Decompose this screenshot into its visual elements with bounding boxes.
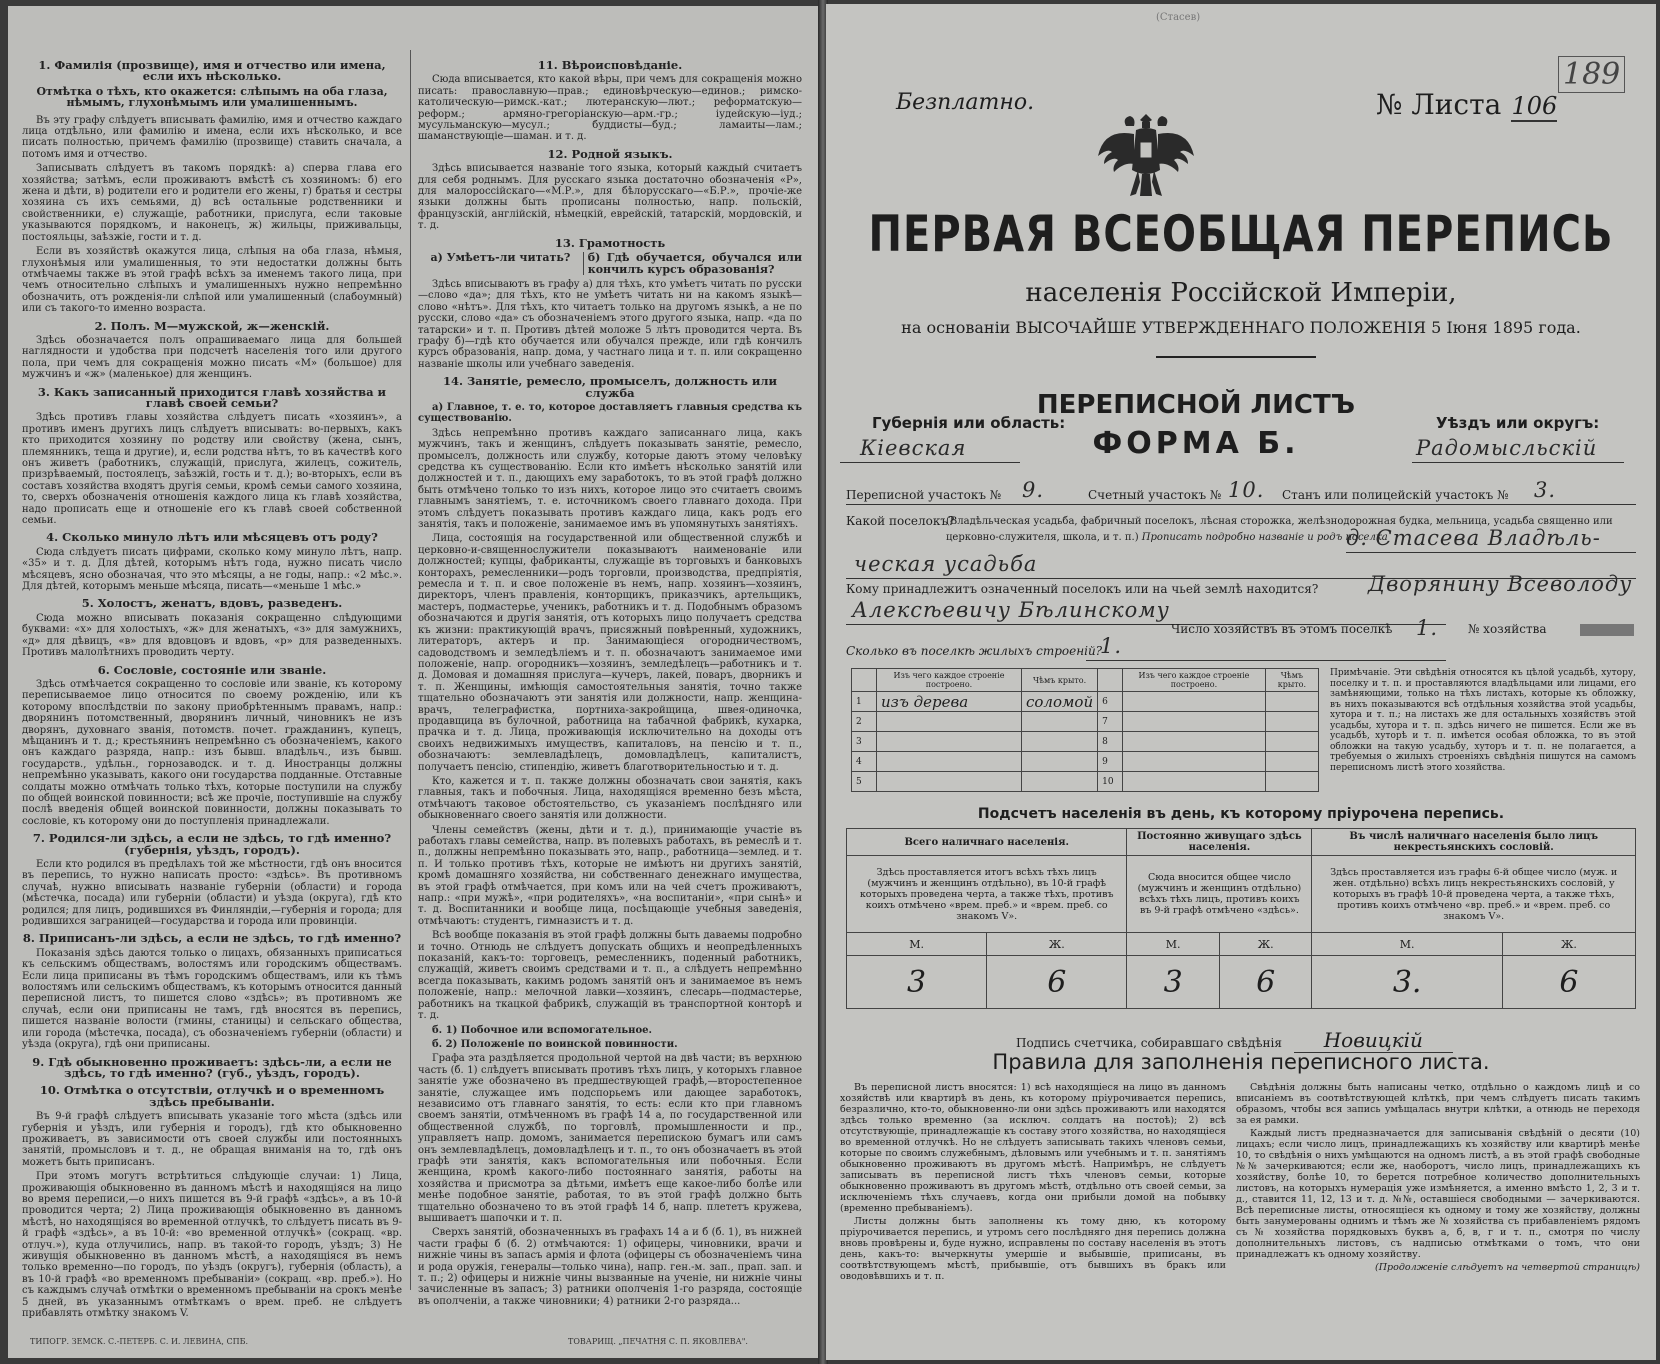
rules-right-column <box>1236 1082 1640 1275</box>
free-label: Безплатно. <box>896 90 1035 115</box>
poselok-value-2: ческая усадьба <box>854 552 1038 576</box>
nonpeasant-male: 3. <box>1312 956 1502 1009</box>
bldg-what <box>877 772 1022 792</box>
column-divider <box>410 50 411 1290</box>
stan-value: 3. <box>1534 478 1557 502</box>
uezd-value: Радомысльскій <box>1416 436 1598 460</box>
form-title <box>1036 390 1356 461</box>
section-heading: 7. Родился-ли здѣсь, а если не здѣсь, то гдѣ именно? (губернія, уѣздъ, городъ). <box>32 831 392 857</box>
bldg-head-what-2: Изъ чего каждое строеніе построено. <box>1123 669 1266 692</box>
instructions-column-2 <box>418 54 802 1307</box>
poselok-line-1 <box>1346 552 1636 553</box>
section-heading: 1. Фамилія (прозвище), имя и отчество или имена, если ихъ нѣсколько. <box>38 58 386 84</box>
m-label: М. <box>1127 933 1220 956</box>
sheet-number-pencil: 189 <box>1558 56 1625 93</box>
bldg-n: 10 <box>1098 772 1123 792</box>
count-title: Подсчетъ населенія въ день, къ которому пріурочена перепись. <box>977 806 1505 822</box>
poselok-label: Какой поселокъ? <box>846 514 955 528</box>
poselok-value: д. Стасева Владѣль- <box>1346 526 1601 550</box>
instruction-paragraph: Здѣсь непремѣнно противъ каждаго записаннаго лица, какъ мужчинъ, такъ и женщинъ, слѣдуетъ показывать занятіе, ремесло, промыселъ, должность или службу, которые даютъ этому человѣку средства къ существованію. Если кто имѣетъ нѣсколько занятій или должностей и т. п., дающихъ ему заработокъ, то въ этой графѣ должно быть отмѣчено только то изъ нихъ, которое лицо это считаетъ своимъ главнымъ занятіемъ, т. е. источникомъ своего главнаго дохода. При этомъ слѣдуетъ показывать противъ каждаго лица, какъ родъ его занятія, такъ и положеніе, занимаемое имъ въ упомянутыхъ занятіяхъ. <box>418 427 802 531</box>
bldg-roof <box>1265 712 1318 732</box>
bldg-what <box>1123 752 1266 772</box>
count-desc-2: Сюда вносится общее число (мужчинъ и женщинъ отдѣльно) всѣхъ тѣхъ лицъ, противъ коихъ въ 9-й графѣ отмѣчено «здѣсь». <box>1127 856 1312 933</box>
f-label: Ж. <box>1502 933 1635 956</box>
bldg-roof: соломой <box>1021 692 1097 712</box>
bldg-roof <box>1265 772 1318 792</box>
bldg-what: изъ дерева <box>877 692 1022 712</box>
population-count-table <box>846 828 1636 1009</box>
form-title-line-2: ФОРМА Б. <box>1092 426 1300 461</box>
uchastok-line <box>846 504 1636 505</box>
literacy-subheadings <box>418 252 802 275</box>
section-heading: 13. Грамотность <box>554 235 666 250</box>
table-row <box>852 752 1319 772</box>
instruction-paragraph: Показанія здѣсь даются только о лицахъ, обязанныхъ приписаться къ сельскимъ обществамъ, волостямъ или городскимъ обществамъ. Если лица приписаны въ тѣмъ городскимъ обществамъ, или къ тѣмъ волостямъ или сельскимъ обществамъ, къ которымъ относится данный переписной листъ, то пишется слово «здѣсь»; въ противномъ же случаѣ, если они приписаны не тамъ, гдѣ вносятся въ перепись, пишется названіе волости (гмины, станицы) и сельскаго общества, или города (мѣстечка, посада), съ обозначеніемъ губерніи (области) и уѣзда (округа), гдѣ они приписаны. <box>22 947 402 1051</box>
section-subheading: а) Главное, т. е. то, которое доставляетъ главныя средства къ существованію. <box>418 401 802 425</box>
printer-imprint-right: ТОВАРИЩ. „ПЕЧАТНЯ С. П. ЯКОВЛЕВА". <box>568 1337 748 1346</box>
archive-stamp: (Стасев) <box>1156 12 1201 23</box>
literacy-b: б) Гдѣ обучается, обучался или кончилъ курсъ образованія? <box>583 252 802 275</box>
instruction-paragraph: Всѣ вообще показанія въ этой графѣ должны быть даваемы подробно и точно. Отнюдь не слѣдуетъ допускать общихъ и неопредѣленныхъ показаній, какъ-то: торговецъ, ремесленникъ, поденный работникъ, служащій, живетъ своимъ средствами и т. п., а слѣдуетъ непремѣнно всегда показывать, какимъ родомъ занятій онъ и занимаемое въ немъ положеніе, напр.: мелочной лавки—хозяинъ, слесарь—подмастерье, работникъ на ткацкой фабрикѣ, служащій въ транспортной конторѣ и т. д. <box>418 930 802 1022</box>
section-subheading: б. 2) Положеніе по воинской повинности. <box>432 1038 678 1050</box>
sign-value: Новицкій <box>1294 1028 1453 1053</box>
gubernia-value: Кіевская <box>860 436 967 460</box>
present-female: 6 <box>987 956 1127 1009</box>
rules-left-para: Листы должны быть заполнены къ тому дню, къ которому пріурочивается перепись, и утромъ сего послѣдняго дня перепись должна вновь провѣрены и, буде нужно, исправлены по составу населенія въ этотъ день, какъ-то: вычеркнуты умершіе и выбывшіе, приписаны, въ соотвѣтствующемъ мѣстѣ, прибывшіе, отъ бывшихъ въ бракъ или оводовѣвшихъ и т. п. <box>840 1216 1226 1282</box>
sheet-number <box>1376 84 1557 122</box>
bldg-n: 7 <box>1098 712 1123 732</box>
left-page <box>8 6 820 1358</box>
section-heading: 12. Родной языкъ. <box>547 146 673 161</box>
right-page <box>826 4 1656 1360</box>
hozyaystvo-label: № хозяйства <box>1468 622 1547 636</box>
section-note: Отмѣтка о тѣхъ, кто окажется: слѣпымъ на оба глаза, нѣмымъ, глухонѣмымъ или умалишеннымъ. <box>36 84 388 110</box>
owner-label: Кому принадлежитъ означенный поселокъ или на чьей землѣ находится? <box>846 582 1319 596</box>
bldg-what <box>877 712 1022 732</box>
bldg-n: 9 <box>1098 752 1123 772</box>
bldg-n: 6 <box>1098 692 1123 712</box>
rules-left-column <box>840 1082 1226 1284</box>
uezd-label: Уѣздъ или округъ: <box>1436 414 1600 432</box>
count-head-3: Въ числѣ наличнаго населенія было лицъ некрестьянскихъ сословій. <box>1312 829 1636 856</box>
bldg-head-roof-1: Чѣмъ крыто. <box>1021 669 1097 692</box>
bldg-n: 1 <box>852 692 877 712</box>
f-label: Ж. <box>987 933 1127 956</box>
poselok-hint-2: Прописать подробно названіе и родъ поселка <box>1141 532 1388 543</box>
owner-value: Дворянину Всеволоду <box>1368 572 1633 596</box>
m-label: М. <box>1312 933 1502 956</box>
instruction-paragraph: Записывать слѣдуетъ въ такомъ порядкѣ: а) сперва глава его хозяйства; затѣмъ, если проживаютъ вмѣстѣ съ хозяиномъ: б) его жена и дѣти, в) родители его и родители его жены, г) братья и сестры хозяина съ ихъ семьями, д) всѣ остальные родственники и свойственники, е) служащіе, работники, прислуга, если таковые указываются порядкомъ, и наконецъ, ж) жильцы, приживальцы, постояльцы, заѣзжіе, гости и т. д. <box>22 163 402 243</box>
resident-female: 6 <box>1219 956 1312 1009</box>
table-row <box>852 712 1319 732</box>
instruction-paragraph: Сюда вписывается, кто какой вѣры, при чемъ для сокращенія можно писать: православную—прав.; единовѣрческую—единов.; римско-католическую—римск.-кат.; лютеранскую—лют.; реформатскую—реформ.; армяно-грегоріанскую—арм.-гр.; іудейскую—іуд.; мусульманскую—мусул.; буддисты—буд.; ламаиты—лам.; шаманствующіе—шаман. и т. д. <box>418 74 802 143</box>
title-rule <box>1156 356 1316 358</box>
literacy-a: а) Умѣетъ-ли читать? <box>430 251 571 265</box>
buildings-line <box>1086 660 1446 661</box>
bldg-n: 2 <box>852 712 877 732</box>
instruction-paragraph: Лица, состоящія на государственной или общественной службѣ и церковно-и-священнослужители показываютъ наименованіе или должностей; купцы, фабриканты, служащіе въ торговыхъ и банковыхъ конторахъ, ремесленники—родъ торговли, производства, предпріятія, ремесла и т. п. и свое положеніе въ немъ, напр. хозяинъ—хозяинъ, директоръ, членъ правленія, конторщикъ, приказчикъ, артельщикъ, мастеръ, подмастерье, ученикъ, работникъ и т. д. Подобнымъ образомъ обозначаются и другія занятія, отъ которыхъ лицо получаетъ средства къ жизни: практикующій врачъ, присяжный повѣренный, художникъ, литераторъ, актеръ и пр. Занимающіеся огородничествомъ, садоводствомъ и земледѣліемъ и т. п. обозначаютъ занимаемое ими положеніе, напр. огородникъ—хозяинъ, земледѣлецъ—работникъ и т. д. Домовая и домашняя прислуга—кучеръ, лакей, поваръ, дворникъ и т. п. Женщины, имѣющія самостоятельныя занятія, точно также тщательно обозначаютъ эти занятія или должности, напр. женщина-врачъ, телеграфистка, портниха-закройщица, швея-одиночка, продавщица въ булочной, работница на табачной фабрикѣ, кухарка, прачка и т. д. Лица, проживающія исключительно на доходы отъ своихъ недвижимыхъ имуществъ, капиталовъ, на пенсію и т. п., обозначаютъ: землевладѣлецъ, домовладѣлецъ, капиталистъ, получаетъ пенсію, стипендію, живетъ благотворительностью и т. д. <box>418 533 802 773</box>
instruction-paragraph: Здѣсь отмѣчается сокращенно то сословіе или званіе, къ которому перепиcываемое лицо относится по своему рожденію, или къ которому впослѣдствіи по закону приобрѣтеннымъ правамъ, напр.: дворянинъ потомственный, дворянинъ личный, чиновникъ не изъ дворянъ, духовнаго званія, потомств. почет. гражданинъ, купецъ, мѣщанинъ и т. д.; крестьянинъ непремѣнно съ обозначеніемъ, какого онъ каждаго разряда, напр.: изъ бывш. владѣльч., изъ бывш. государств., удѣльн., горнозаводск. и т. д. Иностранцы должны непремѣнно указывать, какого они государства подданные. Отставные солдаты можно отмѣчать только тѣхъ, которые поступили на службу по общей воинской повинности; всѣ же прочіе, поступившіе на службу послѣ введенія общей воинской повинности, должны показывать то сословіе, къ которому они до поступленія принадлежали. <box>22 678 402 827</box>
gubernia-label: Губернія или область: <box>872 414 1066 432</box>
owner-value-2: Алексѣевичу Бѣлинскому <box>852 598 1170 622</box>
bldg-roof <box>1265 732 1318 752</box>
rules-right-para: Свѣдѣнія должны быть написаны четко, отдѣльно о каждомъ лицѣ и со вписаніемъ въ соотвѣтствующей клѣткѣ, при чемъ слѣдуетъ писать такимъ образомъ, чтобы вся запись умѣщалась внутри клѣтки, а отнюдь не переходя за ея рамки. <box>1236 1082 1640 1126</box>
count-desc-1: Здѣсь проставляется итогъ всѣхъ тѣхъ лицъ (мужчинъ и женщинъ отдѣльно), въ 10-й графѣ которыхъ проведена черта, а также тѣхъ, противъ коихъ отмѣчено «врем. преб.» и «врем. преб. со знакомъ V». <box>847 856 1127 933</box>
bldg-roof <box>1265 692 1318 712</box>
bldg-head-roof-2: Чѣмъ крыто. <box>1265 669 1318 692</box>
instruction-paragraph: Графа эта раздѣляется продольной чертой на двѣ части; въ верхнюю часть (б. 1) слѣдуетъ вписывать противъ тѣхъ лицъ, у которыхъ главное занятіе уже обозначено въ предшествующей графѣ,—второстепенное занятіе, служащее имъ подспорьемъ или дающее заработокъ, независимо отъ главнаго занятія, то есть: если кто при главномъ своемъ занятіи, отмѣченномъ въ графѣ 14 а, по государственной или общественной службѣ, по торговлѣ, промышленности и пр., управляетъ напр. домомъ, занимается перепискою бумагъ или самъ онъ землевладѣлецъ, домовладѣлецъ и т. п., то онъ обозначаетъ въ этой графѣ эти занятія, какъ вспомогательныя или побочныя. Если женщина, кромѣ какого-либо постояннаго занятія, работы на хозяйства и присмотра за дѣтьми, имѣетъ еще какое-либо болѣе или менѣе подобное занятіе, работая, то въ этой графѣ должно быть тщательно обозначено то въ этой графѣ 14 б, напр. плететъ кружева, вышиваетъ шапочки и т. п. <box>418 1053 802 1224</box>
bldg-n: 3 <box>852 732 877 752</box>
hozyaystvo-redacted <box>1580 624 1634 636</box>
bldg-roof <box>1021 732 1097 752</box>
bldg-n: 5 <box>852 772 877 792</box>
table-row <box>852 692 1319 712</box>
census-subtitle: населенія Россійской Имперіи, <box>1025 278 1457 308</box>
section-heading: 2. Полъ. М—мужской, ж—женскій. <box>94 318 330 333</box>
instruction-paragraph: Здѣсь вписываютъ въ графу а) для тѣхъ, кто умѣетъ читать по русски—слово «да»; для тѣхъ, кто не умѣетъ читать ни на какомъ языкѣ—слово «нѣтъ». Для тѣхъ, кто читаетъ только на другомъ языкѣ, а не по русски, слово «да» съ обозначеніемъ этого другого языка, напр. «да по татарски» и т. п. Противъ дѣтей моложе 5 лѣтъ проводится черта. Въ графу б)—гдѣ кто обучается или обучался прежде, или гдѣ кончилъ курсъ образованія, напр. дома, у частнаго лица и т. п. или сокращенно названіе школы или учебнаго заведенія. <box>418 278 802 370</box>
instruction-paragraph: Сюда можно вписывать показанія сокращенно слѣдующими буквами: «х» для холостыхъ, «ж» для женатыхъ, «з» для замужнихъ, «д» для дѣвицъ, «в» для вдовцовъ и вдовъ, «р» для разведенныхъ. Противъ малолѣтнихъ проводить черту. <box>22 612 402 659</box>
bldg-what <box>877 732 1022 752</box>
section-heading: 6. Сословіе, состояніе или званіе. <box>97 662 327 677</box>
instructions-column-1 <box>22 54 402 1320</box>
instruction-paragraph: Здѣсь обозначается полъ опрашиваемаго лица для большей наглядности и удобства при подсчетѣ населенія того или другого пола, при чемъ для сокращенія можно писать «М» (большое) для мужчинъ и «ж» (маленькое) для женщинъ. <box>22 334 402 381</box>
sheet-number-printed: 106 <box>1511 92 1558 120</box>
instruction-paragraph: Здѣсь вписывается названіе того языка, который каждый считаетъ для себя роднымъ. Для русскаго языка достаточно обозначенія «Р», для малороссійскаго—«М.Р.», для бѣлорусскаго—«Б.Р.», прочіе-же языки должны быть прописаны полностью, напр. польскій, французскій, англійскій, нѣмецкій, еврейскій, татарскій, мордовскій, и т. д. <box>418 163 802 232</box>
rules-right-para: Каждый листъ предназначается для записыванія свѣдѣній о десяти (10) лицахъ; если число лицъ, принадлежащихъ къ хозяйству или квартирѣ менѣе 10, то свѣдѣнія о нихъ умѣщаются на одномъ листѣ, а въ этой графѣ свободные №№ зачеркиваются; если же, наоборотъ, число лицъ, принадлежащихъ къ хозяйству, болѣе 10, то берется потребное количество дополнительныхъ листовъ, на которыхъ нумерація уже измѣняется, а именно вмѣсто 1, 2, 3 и т. д., ставится 11, 12, 13 и т. д. №№, оставшіеся свободными — зачеркиваются. Всѣ переписные листы, относящіеся къ одному и тому же хозяйству, должны быть занумерованы однимъ и тѣмъ же № хозяйства съ прибавленіемъ рядомъ съ № хозяйства порядковыхъ буквъ а, б, в, г и т. п., смотря по числу дополнительныхъ листовъ, съ надписью отмѣтками о томъ, что они принадлежатъ къ одному хозяйству. <box>1236 1128 1640 1260</box>
section-subheading: б. 1) Побочное или вспомогательное. <box>432 1024 652 1036</box>
instruction-paragraph: Здѣсь противъ главы хозяйства слѣдуетъ писать «хозяинъ», а противъ именъ другихъ лицъ слѣдуетъ вписывать: во-первыхъ, какъ кто приходится хозяину по родству или свойству (жена, сынъ, племянникъ, теща и другие), и, если родства нѣтъ, то въ качествѣ кого онъ живетъ (работникъ, служащій, прислуга, жилецъ, сожитель, призрѣваемый, постоялецъ, заѣзжій, гость и т. д.); во-вторыхъ, если въ составъ хозяйства входятъ другія семьи, кромѣ семьи самого хозяина, то, сверхъ обозначенія отношенія каждого лица къ главѣ хозяйства, надо прописать еще и отношеніе его къ главѣ своей собственной семьи. <box>22 412 402 527</box>
rules-continued: (Продолженіе слѣдуетъ на четвертой страницѣ) <box>1375 1262 1640 1273</box>
enumerator-signature <box>1016 1028 1453 1052</box>
section-heading: 3. Какъ записанный приходится главѣ хозяйства и главѣ своей семьи? <box>37 384 387 410</box>
nonpeasant-female: 6 <box>1502 956 1635 1009</box>
uchastok-label: Переписной участокъ № <box>846 488 1002 502</box>
count-head-2: Постоянно живущаго здѣсь населенія. <box>1127 829 1312 856</box>
census-title: ПЕРВАЯ ВСЕОБЩАЯ ПЕРЕПИСЬ <box>868 206 1614 264</box>
section-heading: 4. Сколько минуло лѣтъ или мѣсяцевъ отъ роду? <box>46 530 378 545</box>
households-value: 1. <box>1416 616 1439 640</box>
instruction-paragraph: Если въ хозяйствѣ окажутся лица, слѣпыя на оба глаза, нѣмыя, глухонѣмыя или умалишенныя, то эти недостатки должны быть отмѣчаемы также въ этой графѣ всѣхъ за именемъ такого лица, при чемъ относительно слѣпыхъ и умалишенныхъ нужно непремѣнно обозначить, отъ рожденія-ли слѣпой или умалишенный (слабоумный) или съ такого-то именно возраста. <box>22 246 402 315</box>
bldg-what <box>1123 712 1266 732</box>
buildings-table <box>851 668 1319 792</box>
count-head-1: Всего наличнаго населенія. <box>847 829 1127 856</box>
bldg-roof <box>1021 772 1097 792</box>
rules-title: Правила для заполненія переписного листа. <box>992 1050 1490 1074</box>
households-label: Число хозяйствъ въ этомъ поселкѣ <box>1171 622 1393 636</box>
bldg-what <box>1123 732 1266 752</box>
instruction-paragraph: Кто, кажется и т. п. также должны обозначать свои занятія, какъ главныя, такъ и побочныя. Лица, находящіяся временно безъ мѣста, отмѣчаютъ таковое обстоятельство, съ указаніемъ послѣдняго или обыкновеннаго своего занятія или должности. <box>418 775 802 822</box>
table-row <box>852 772 1319 792</box>
bldg-roof <box>1021 712 1097 732</box>
instruction-paragraph: Сюда слѣдуетъ писать цифрами, сколько кому минуло лѣтъ, напр. «35» и т. д. Для дѣтей, которымъ нѣтъ года, нужно писать число мѣсяцевъ, ясно обозначая, что это мѣсяцы, а не годы, напр.: «2 мѣс.». Для дѣтей, которымъ меньше мѣсяца, писать—«меньше 1 мѣс.» <box>22 546 402 593</box>
bldg-what <box>1123 772 1266 792</box>
section-heading: 5. Холостъ, женатъ, вдовъ, разведенъ. <box>81 596 343 611</box>
uezd-line <box>1412 462 1624 463</box>
buildings-label: Сколько въ поселкѣ жилыхъ строеній? <box>846 644 1103 658</box>
section-heading: 9. Гдѣ обыкновенно проживаетъ: здѣсь-ли, а если не здѣсь, то гдѣ именно? (губ., уѣздъ, городъ). <box>32 1054 392 1080</box>
rules-left-para: Въ переписной листъ вносятся: 1) всѣ находящіеся на лицо въ данномъ хозяйствѣ или квартирѣ въ день, къ которому пріурочивается перепись, безразлично, кто-то, обыкновенно-ли они здѣсь проживаютъ или находятся здѣсь только временно (за исключ. солдатъ на постоѣ); 2) всѣ отсутствующіе, принадлежащіе къ составу этого хозяйства, но находящіеся во временной отлучкѣ. Но не слѣдуетъ записывать такихъ членовъ семьи, которые по своимъ служебнымъ, дѣловымъ или учебнымъ и т. п. занятіямъ обыкновенно проживаютъ въ другомъ мѣстѣ. Напримѣръ, не слѣдуетъ записывать въ переписной листъ тѣхъ членовъ семьи, которые обыкновенно проживаютъ въ другомъ мѣстѣ, отдѣльно отъ своей семьи, за исключеніемъ тѣхъ случаевъ, когда они прибыли домой на побывку (временно пребываніемъ). <box>840 1082 1226 1214</box>
bldg-roof <box>1265 752 1318 772</box>
instruction-paragraph: Члены семействъ (жены, дѣти и т. д.), принимающіе участіе въ работахъ главы семейства, напр. въ полевыхъ работахъ, въ ремеслѣ и т. п., должны непремѣнно показывать это, напр., работница—землед. и т. п. И только противъ тѣхъ, которые не имѣютъ ни другихъ занятій, кромѣ домашняго хозяйства, ни собственнаго денежнаго имущества, въ этой графѣ отмѣчается, при комъ или на чей счетъ проживаютъ, напр.: «при мужѣ», «при родителяхъ», «на воспитаніи», «при сынѣ» и т. д. Воспитанники и вообще лица, посѣщающіе учебныя заведенія, отмѣчаютъ: студентъ, гимназистъ и т. д. <box>418 824 802 927</box>
section-heading: 10. Отмѣтка о отсутствіи, отлучкѣ и о временномъ здѣсь пребываніи. <box>39 1083 385 1109</box>
bldg-what <box>1123 692 1266 712</box>
m-label: М. <box>847 933 987 956</box>
section-heading: 14. Занятіе, ремесло, промыселъ, должность или служба <box>442 374 778 400</box>
bldg-roof <box>1021 752 1097 772</box>
f-label: Ж. <box>1219 933 1312 956</box>
section-heading: 11. Вѣроисповѣданіе. <box>537 58 683 72</box>
instruction-paragraph: Сверхъ занятій, обозначенныхъ въ графахъ 14 а и б (б. 1), въ нижней части графы б (б. 2) отмѣчаются: 1) офицеры, чиновники, врачи и нижніе чины въ запасъ армія и флота (офицеры съ обозначеніемъ чина и рода оружія, генералы—только чина), напр. ген.-м. зап., прап. зап. и т. п.; 2) офицеры и нижніе чины вызванные на ученіе, ни нижніе чины зачисленные въ запасъ; 3) ратники ополченія 1-го разряда, состоящіе въ ополченіи, а также чиновники; 4) ратники 2-го разряда... <box>418 1227 802 1307</box>
schetny-value: 10. <box>1228 478 1265 502</box>
bldg-head-what-1: Изъ чего каждое строеніе построено. <box>877 669 1022 692</box>
bldg-what <box>877 752 1022 772</box>
table-row <box>852 732 1319 752</box>
schetny-label: Счетный участокъ № <box>1088 488 1222 502</box>
sign-label: Подпись счетчика, собиравшаго свѣдѣнія <box>1016 1036 1282 1050</box>
census-basis: на основаніи ВЫСОЧАЙШЕ УТВЕРЖДЕННАГО ПОЛОЖЕНІЯ 5 Іюня 1895 года. <box>901 318 1581 337</box>
instruction-paragraph: Въ эту графу слѣдуетъ вписывать фамилію, имя и отчество каждаго лица отдѣльно, или фамилію и имена, если ихъ нѣсколько, и все писать полностью, причемъ фамилію (прозвище) ставить сначала, а потомъ имя и отчество. <box>22 114 402 160</box>
instruction-paragraph: Если кто родился въ предѣлахъ той же мѣстности, гдѣ онъ вносится въ перепись, то нужно написать просто: «здѣсь». Въ противномъ случаѣ, нужно вписывать названіе губерніи (области) и города (мѣстечка, посада) или губерніи (области) и уѣзда (округа), гдѣ кто родился; для лицъ, родившихся въ Финляндіи,—губернія и города; для родившихся заграницей—государства и города или провинціи. <box>22 859 402 928</box>
form-title-line-1: ПЕРЕПИСНОЙ ЛИСТЪ <box>1036 390 1356 420</box>
bldg-head-n-1 <box>852 669 877 692</box>
bldg-n: 8 <box>1098 732 1123 752</box>
count-desc-3: Здѣсь проставляется изъ графы 6-й общее число (муж. и жен. отдѣльно) всѣхъ лицъ некрестьянскихъ сословій, у которыхъ въ графѣ 10-й проведена черта, а также тѣхъ, противъ коихъ отмѣчено «вр. преб.» и «врем. преб. со знакомъ V». <box>1312 856 1636 933</box>
buildings-note: Примѣчаніе. Эти свѣдѣнія относятся къ цѣлой усадьбѣ, хутору, поселку и т. п. и проставляются владѣльцами или лицами, его замѣняющими, только на тѣхъ листахъ, которые къ обложку, въ нихъ показываются всѣ отдѣльныя хозяйства этой усадьбы, хутора и т. п.; на листахъ же для остальныхъ хозяйствъ этой усадьбы, хутора и т. п. здѣсь ничего не пишется. Если же въ усадьбѣ, хуторѣ и т. п. имѣется особая обложка, то въ этой обложки на такую усадьбу, хуторъ и т. п. не полагается, а требуемыя о жилыхъ строеніяхъ свѣдѣнія пишутся на самомъ переписномъ листѣ этого хозяйства. <box>1330 668 1636 773</box>
present-male: 3 <box>847 956 987 1009</box>
printer-imprint-left: ТИПОГР. ЗЕМСК. С.-ПЕТЕРБ. С. И. ЛЕВИНА, СПБ. <box>30 1337 249 1346</box>
buildings-value: 1. <box>1100 634 1123 658</box>
sheet-number-label: № Листа <box>1376 88 1502 121</box>
instruction-paragraph: При этомъ могутъ встрѣтиться слѣдующіе случаи: 1) Лица, проживающія обыкновенно въ данномъ мѣстѣ и находящіяся на лицо во время переписи,—о нихъ пишется въ 9-й графѣ «здѣсь», а въ 10-й проводится черта; 2) Лица проживающія обыкновенно въ данномъ мѣстѣ, но находящіяся во временной отлучкѣ, то слѣдуетъ писать въ 9-й графѣ «здѣсь», а въ 10-й: «во временной отлучкѣ» (сокращ. «вр. отлуч.»), куда отлучились, напр. въ такой-то городъ, уѣздъ; 3) Не живущія обыкновенно въ данномъ мѣстѣ, а находящіяся въ немъ только временно—по городъ, по уѣздъ (округъ), губернія (область), а въ 10-й графѣ «во временномъ пребываніи» (сокращ. «вр. преб.»). Но съ каждымъ случаѣ отмѣтки о временномъ пребываніи на срокъ менѣе 5 дней, въ указаннымъ отмѣткамъ о врем. преб. не слѣдуетъ прибавлять отмѣтку знакомъ V. <box>22 1171 402 1320</box>
imperial-eagle-icon <box>1096 108 1196 204</box>
resident-male: 3 <box>1127 956 1220 1009</box>
bldg-head-n-2 <box>1098 669 1123 692</box>
instruction-paragraph: Въ 9-й графѣ слѣдуетъ вписывать указаніе того мѣста (здѣсь или губернія и уѣздъ, или губернія и городъ), гдѣ кто обыкновенно проживаетъ, въ зависимости отъ своей службы или постоянныхъ занятій, промысловъ и т. д., не обращая вниманія на то, гдѣ онъ можетъ быть приписанъ. <box>22 1111 402 1168</box>
poselok-hint-text: (Владѣльческая усадьба, фабричный поселокъ, лѣсная сторожка, желѣзнодорожная будка, мельница, усадьба священно или церковно-служителя, школа, и т. п.) <box>946 516 1613 543</box>
bldg-n: 4 <box>852 752 877 772</box>
section-heading: 8. Приписанъ-ли здѣсь, а если не здѣсь, то гдѣ именно? <box>22 931 402 946</box>
uchastok-value: 9. <box>1022 478 1045 502</box>
stan-label: Станъ или полицейскій участокъ № <box>1282 488 1509 502</box>
gubernia-line <box>840 462 1020 463</box>
